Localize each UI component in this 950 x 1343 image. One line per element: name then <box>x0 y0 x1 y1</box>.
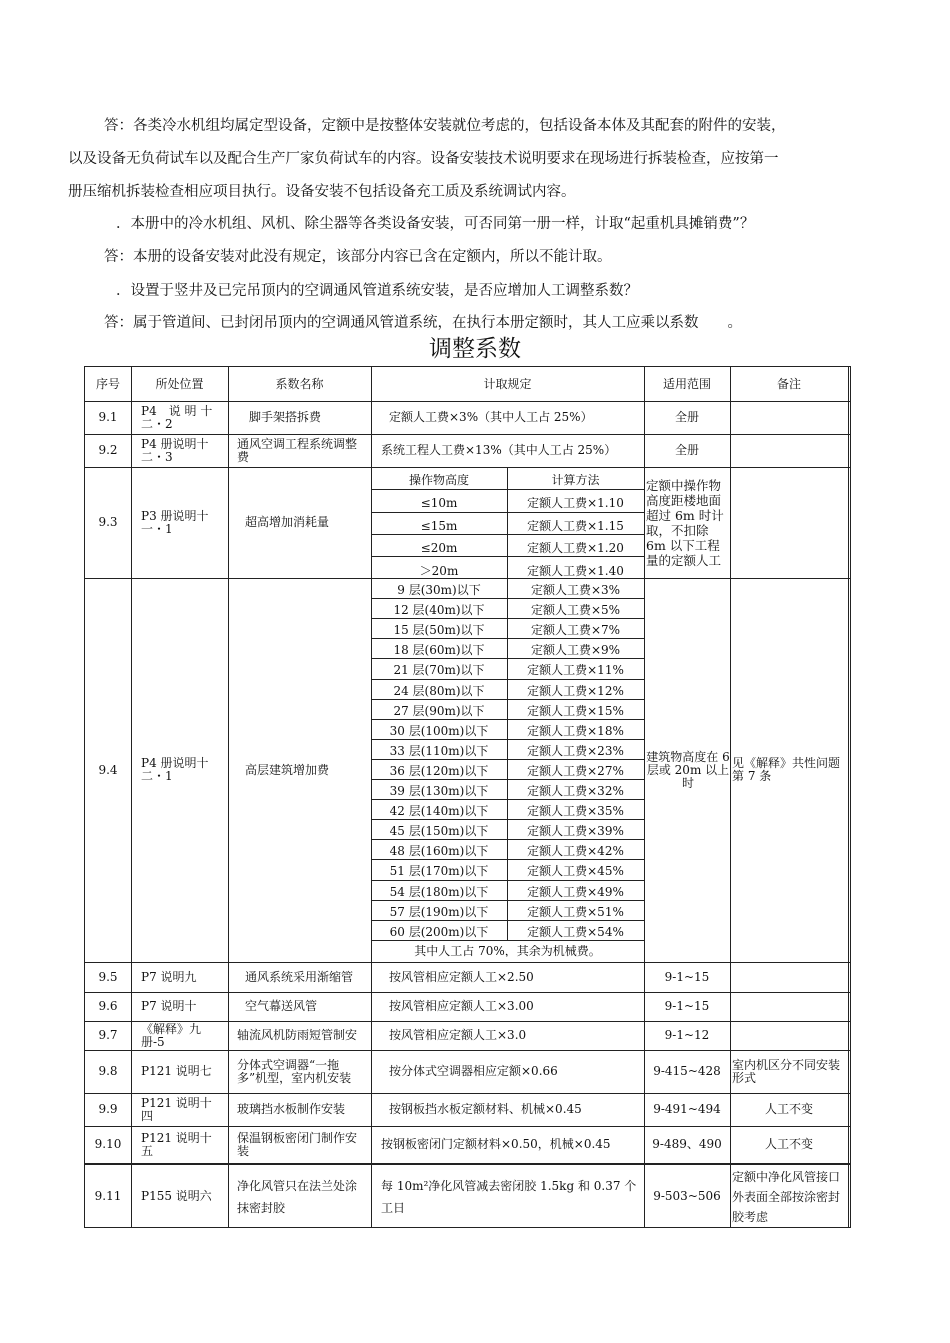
row-coef-name: 轴流风机防雨短管制安 <box>237 1028 358 1042</box>
floor-band: 27 层(90m)以下 <box>393 704 485 717</box>
floor-band-rate: 定额人工费×3% <box>530 584 621 596</box>
row-location: P121 说明十五 <box>141 1130 212 1158</box>
floor-band-rate: 定额人工费×54% <box>527 925 624 938</box>
header-coef-name: 系数名称 <box>275 376 324 391</box>
row-note: 人工不变 <box>764 1102 813 1116</box>
header-location: 所处位置 <box>155 376 204 391</box>
floor-band: 57 层(190m)以下 <box>389 905 489 918</box>
floor-band: 48 层(160m)以下 <box>389 845 489 858</box>
paragraph-3: 册压缩机拆装检查相应项目执行。设备安装不包括设备充工质及系统调试内容。 <box>68 184 576 200</box>
floor-band: 30 层(100m)以下 <box>389 724 489 737</box>
row-note: 定额中净化风管接口外表面全部按涂密封胶考虑 <box>732 1169 841 1224</box>
row-location: P7 说明九 <box>141 969 197 984</box>
row-location: P4 册说明十二・1 <box>141 756 209 783</box>
floor-band-rate: 定额人工费×5% <box>530 604 621 617</box>
row-coef-name: 净化风管只在法兰处涂抹密封胶 <box>237 1178 358 1215</box>
row-location: P3 册说明十一・1 <box>141 508 209 536</box>
sub-header-height: 操作物高度 <box>408 474 469 486</box>
row-no: 9.10 <box>94 1137 122 1151</box>
row-no: 9.3 <box>98 515 118 529</box>
row-note: 见《解释》共性问题第 7 条 <box>732 756 841 783</box>
row-range: 9-491~494 <box>653 1102 721 1116</box>
floor-band-rate: 定额人工费×27% <box>527 764 624 777</box>
row-range: 9-1~15 <box>664 999 710 1013</box>
floor-band-rate: 定额人工费×15% <box>527 704 624 717</box>
row-range: 9-503~506 <box>653 1189 721 1203</box>
row-no: 9.2 <box>98 443 118 457</box>
answer-2: 答：属于管道间、已封闭吊顶内的空调通风管道系统，在执行本册定额时，其人工应乘以系数 。 <box>104 315 742 331</box>
row-range: 9-415~428 <box>653 1064 721 1078</box>
floor-band-rate: 定额人工费×11% <box>527 664 624 677</box>
row-range: 定额中操作物高度距楼地面超过 6m 时计取，不扣除 6m 以下工程量的定额人工 <box>646 477 724 568</box>
row-no: 9.1 <box>98 410 118 424</box>
row-no: 9.6 <box>98 999 118 1013</box>
row-coef-name: 空气幕送风管 <box>245 999 318 1013</box>
floor-band-rate: 定额人工费×7% <box>530 624 621 637</box>
row-range: 建筑物高度在 6 层或 20m 以上时 <box>646 749 730 790</box>
row-note: 人工不变 <box>764 1137 813 1151</box>
floor-band: 45 层(150m)以下 <box>389 825 489 838</box>
row-range: 9-489、490 <box>652 1137 722 1151</box>
floor-band: 60 层(200m)以下 <box>389 925 489 938</box>
method-value: 定额人工费×1.40 <box>527 565 624 577</box>
row-coef-name: 玻璃挡水板制作安装 <box>237 1102 346 1116</box>
floor-band: 15 层(50m)以下 <box>393 624 485 637</box>
row-rule: 定额人工费×3%（其中人工占 25%） <box>389 410 593 424</box>
header-rule: 计取规定 <box>483 376 532 391</box>
height-value: ≤10m <box>420 497 458 509</box>
row-no: 9.8 <box>98 1064 118 1078</box>
floor-band-rate: 定额人工费×42% <box>527 845 624 858</box>
floor-band: 36 层(120m)以下 <box>389 764 489 777</box>
row-coef-name: 保温钢板密闭门制作安装 <box>237 1130 358 1158</box>
row-location: P7 说明十 <box>141 999 197 1013</box>
floor-band: 21 层(70m)以下 <box>393 664 485 677</box>
row-note: 室内机区分不同安装形式 <box>732 1057 841 1085</box>
row-location: P4 说 明 十二・2 <box>141 403 213 431</box>
header-no: 序号 <box>95 376 120 391</box>
row-coef-name: 分体式空调器“一拖多”机型，室内机安装 <box>237 1057 352 1085</box>
floor-band-rate: 定额人工费×32% <box>527 785 624 797</box>
header-range: 适用范围 <box>662 376 711 391</box>
row-range: 全册 <box>674 410 699 424</box>
row-location: 《解释》九册-5 <box>141 1021 202 1049</box>
floor-band-rate: 定额人工费×49% <box>527 885 624 898</box>
row-location: P121 说明七 <box>141 1064 212 1078</box>
floor-band: 33 层(110m)以下 <box>389 744 489 757</box>
floor-band: 9 层(30m)以下 <box>397 584 481 596</box>
row-coef-name: 高层建筑增加费 <box>245 762 330 777</box>
row-coef-name: 超高增加消耗量 <box>245 515 330 529</box>
row-rule: 按风管相应定额人工×3.0 <box>389 1028 527 1042</box>
height-value: ≤20m <box>420 542 458 554</box>
floor-band-rate: 定额人工费×9% <box>530 644 621 657</box>
floor-band: 51 层(170m)以下 <box>389 865 489 878</box>
floor-band-footer: 其中人工占 70%，其余为机械费。 <box>414 944 601 957</box>
method-value: 定额人工费×1.15 <box>527 520 624 532</box>
floor-band-rate: 定额人工费×23% <box>527 744 624 757</box>
row-location: P155 说明六 <box>141 1189 212 1203</box>
row-rule: 系统工程人工费×13%（其中人工占 25%） <box>381 443 617 457</box>
row-coef-name: 通风系统采用渐缩管 <box>245 969 354 984</box>
row-rule: 按风管相应定额人工×3.00 <box>389 999 534 1013</box>
answer-1: 答：本册的设备安装对此没有规定，该部分内容已含在定额内，所以不能计取。 <box>104 249 612 265</box>
floor-band: 54 层(180m)以下 <box>389 885 489 898</box>
paragraph-1: 答：各类冷水机组均属定型设备，定额中是按整体安装就位考虑的，包括设备本体及其配套的附件的安装， <box>104 118 786 134</box>
method-value: 定额人工费×1.20 <box>527 542 624 554</box>
adjustment-coefficient-table <box>84 366 851 1228</box>
paragraph-2: 以及设备无负荷试车以及配合生产厂家负荷试车的内容。设备安装技术说明要求在现场进行拆装检查，应按第一 <box>68 151 779 167</box>
row-range: 9-1~15 <box>664 969 710 984</box>
header-note: 备注 <box>776 376 801 391</box>
row-no: 9.11 <box>94 1189 122 1203</box>
floor-band: 18 层(60m)以下 <box>393 644 485 657</box>
row-coef-name: 脚手架搭拆费 <box>249 410 322 424</box>
height-value: ＞20m <box>419 565 459 577</box>
row-range: 全册 <box>674 443 699 457</box>
row-no: 9.5 <box>98 969 118 984</box>
row-rule: 按钢板密闭门定额材料×0.50，机械×0.45 <box>381 1137 611 1151</box>
row-rule: 每 10m²净化风管减去密闭胶 1.5kg 和 0.37 个工日 <box>381 1178 637 1215</box>
row-location: P4 册说明十二・3 <box>141 436 209 464</box>
floor-band: 39 层(130m)以下 <box>389 785 489 797</box>
row-no: 9.7 <box>98 1028 118 1042</box>
floor-band: 24 层(80m)以下 <box>393 684 485 697</box>
row-coef-name: 通风空调工程系统调整费 <box>237 436 358 464</box>
floor-band-rate: 定额人工费×18% <box>527 724 624 737</box>
floor-band-rate: 定额人工费×39% <box>527 825 624 838</box>
floor-band: 12 层(40m)以下 <box>393 604 485 617</box>
floor-band-rate: 定额人工费×45% <box>527 865 624 878</box>
method-value: 定额人工费×1.10 <box>527 497 624 509</box>
question-2: ．设置于竖井及已完吊顶内的空调通风管道系统安装，是否应增加人工调整系数？ <box>116 283 638 299</box>
row-rule: 按风管相应定额人工×2.50 <box>389 969 534 984</box>
table-title: 调整系数 <box>429 336 521 362</box>
floor-band-rate: 定额人工费×51% <box>527 905 624 918</box>
sub-header-method: 计算方法 <box>551 474 600 486</box>
row-location: P121 说明十四 <box>141 1095 212 1123</box>
floor-band-rate: 定额人工费×12% <box>527 684 624 697</box>
question-1: ．本册中的冷水机组、风机、除尘器等各类设备安装，可否同第一册一样，计取“起重机具摊销费”？ <box>116 216 755 232</box>
height-value: ≤15m <box>420 520 458 532</box>
row-rule: 按钢板挡水板定额材料、机械×0.45 <box>389 1102 582 1116</box>
row-range: 9-1~12 <box>664 1028 710 1042</box>
floor-band: 42 层(140m)以下 <box>389 805 489 818</box>
floor-band-rate: 定额人工费×35% <box>527 805 624 818</box>
row-rule: 按分体式空调器相应定额×0.66 <box>389 1064 558 1078</box>
row-no: 9.4 <box>98 762 118 777</box>
row-no: 9.9 <box>98 1102 118 1116</box>
